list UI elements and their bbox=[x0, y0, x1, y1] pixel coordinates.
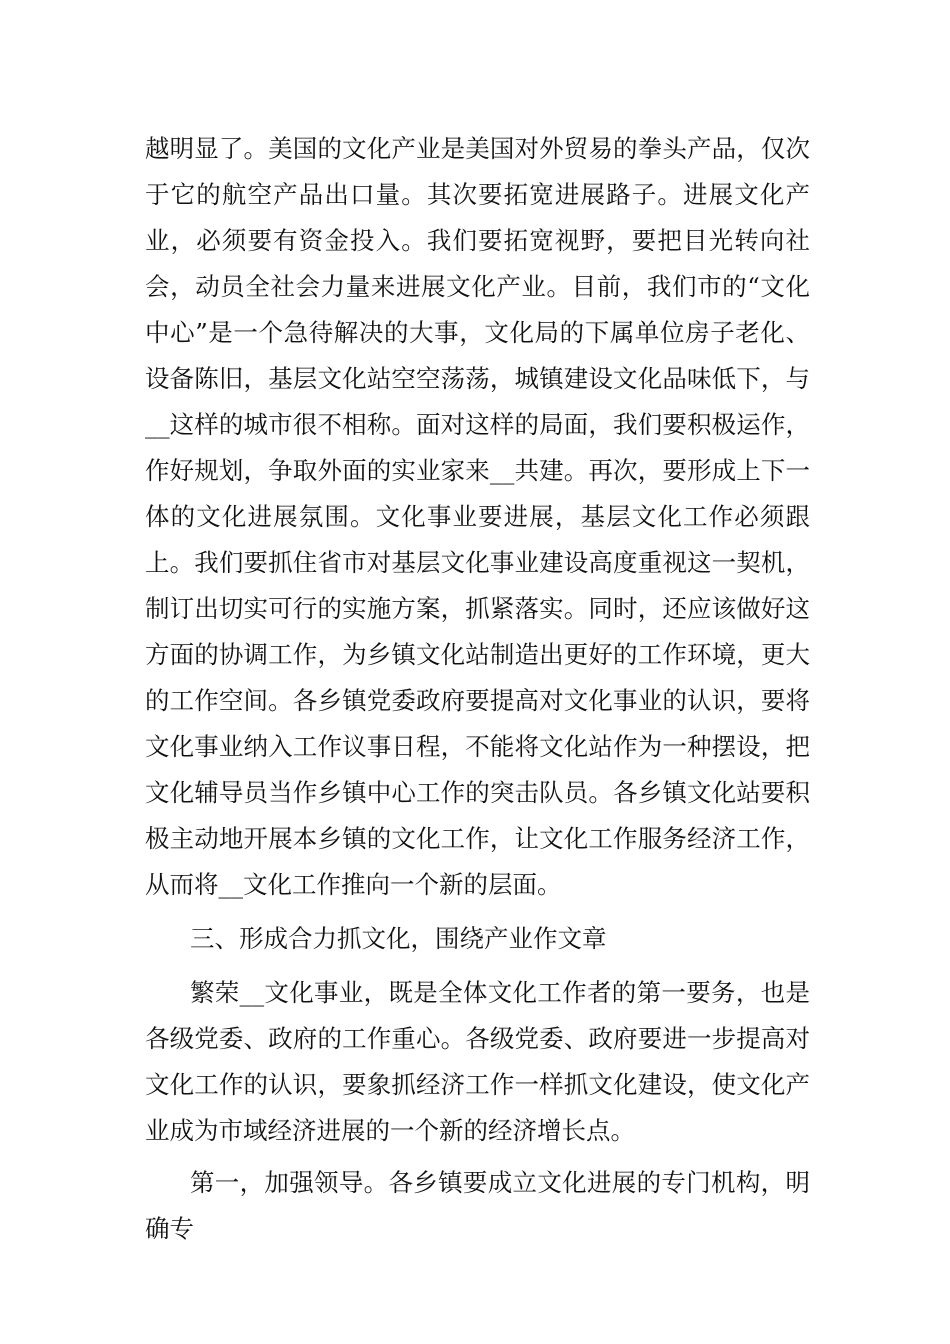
document-body bbox=[145, 126, 810, 1252]
paragraph-prosper-culture: 繁荣__文化事业，既是全体文化工作者的第一要务，也是各级党委、政府的工作重心。各级党委、政府要进一步提高对文化工作的认识，要象抓经济工作一样抓文化建设，使文化产业成为市域经济进展的一个新的经济增长点。 bbox=[145, 978, 810, 1145]
paragraph-strengthen-leadership: 第一，加强领导。各乡镇要成立文化进展的专门机构，明确专 bbox=[145, 1168, 810, 1243]
section-heading: 三、形成合力抓文化，围绕产业作文章 bbox=[190, 924, 607, 953]
paragraph-continuation: 越明显了。美国的文化产业是美国对外贸易的拳头产品，仅次于它的航空产品出口量。其次要拓宽进展路子。进展文化产业，必须要有资金投入。我们要拓宽视野，要把目光转向社会，动员全社会力量来进展文化产业。目前，我们市的“文化中心”是一个急待解决的大事，文化局的下属单位房子老化、设备陈旧，基层文化站空空荡荡，城镇建设文化品味低下，与__这样的城市很不相称。面对这样的局面，我们要积极运作，作好规划，争取外面的实业家来__共建。再次，要形成上下一体的文化进展氛围。文化事业要进展，基层文化工作必须跟上。我们要抓住省市对基层文化事业建设高度重视这一契机，制订出切实可行的实施方案，抓紧落实。同时，还应该做好这方面的协调工作，为乡镇文化站制造出更好的工作环境，更大的工作空间。各乡镇党委政府要提高对文化事业的认识，要将文化事业纳入工作议事日程，不能将文化站作为一种摆设，把文化辅导员当作乡镇中心工作的突击队员。各乡镇文化站要积极主动地开展本乡镇的文化工作，让文化工作服务经济工作，从而将__文化工作推向一个新的层面。 bbox=[145, 134, 810, 899]
